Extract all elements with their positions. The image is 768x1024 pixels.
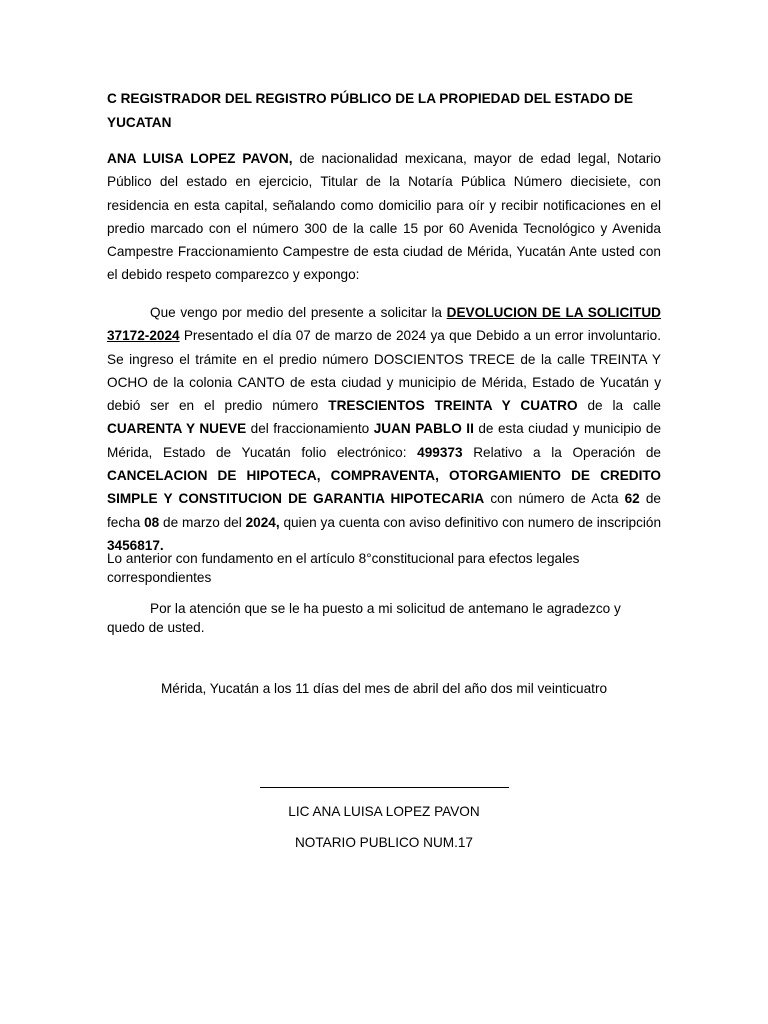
request-text-1: Que vengo por medio del presente a solicitar la bbox=[150, 305, 447, 320]
intro-paragraph bbox=[107, 147, 661, 287]
electronic-folio: 499373 bbox=[417, 444, 463, 460]
intro-text: de nacionalidad mexicana, mayor de edad legal, Notario Público del estado en ejercicio, Titular de la Notaría Pública Número diecisiete, con residencia en esta capital, señalando como domicilio para oír y recibir notificaciones en el predio marcado con el número 300 de la calle 15 por 60 Avenida Tecnológico y Avenida Campestre Fraccionamiento Campestre de esta ciudad de Mérida, Yucatán Ante usted con el debido respeto comparezco y expongo: bbox=[107, 151, 661, 283]
registration-number: 3456817. bbox=[107, 537, 164, 553]
request-text-2: Presentado el día 07 de marzo de 2024 ya que Debido a un error involuntario. Se ingreso el trámite en el predio número DOSCIENTOS TRECE de la calle TREINTA Y OCHO de la colonia CANTO de esta ciudad y municipio de Mérida, Estado de Yucatán y debió ser en el predio número bbox=[107, 328, 661, 414]
notary-name: ANA LUISA LOPEZ PAVON, bbox=[107, 151, 293, 166]
place-date: Mérida, Yucatán a los 11 días del mes de abril del año dos mil veinticuatro bbox=[160, 681, 608, 696]
correct-street: CUARENTA Y NUEVE bbox=[107, 421, 247, 437]
deed-year: 2024, bbox=[245, 514, 280, 530]
operation-type: CANCELACION DE HIPOTECA, COMPRAVENTA, OTORGAMIENTO DE CREDITO SIMPLE Y CONSTITUCION DE GARANTIA HIPOTECARIA bbox=[107, 468, 661, 507]
request-paragraph bbox=[107, 301, 661, 557]
signer-title: NOTARIO PUBLICO NUM.17 bbox=[294, 835, 473, 850]
request-text-10: quien ya cuenta con aviso definitivo con numero de inscripción bbox=[279, 514, 662, 530]
request-text-5: de esta ciudad y municipio de Mérida, Estado de Yucatán folio electrónico: bbox=[107, 421, 662, 460]
request-text-7: con número de Acta bbox=[484, 491, 625, 507]
request-text-9: de marzo del bbox=[159, 514, 246, 530]
correct-lot-number: TRESCIENTOS TREINTA Y CUATRO bbox=[328, 398, 578, 414]
request-text-6: Relativo a la Operación de bbox=[462, 444, 661, 460]
signature-line bbox=[260, 787, 509, 788]
deed-day: 08 bbox=[144, 514, 160, 530]
request-subject: DEVOLUCION DE LA SOLICITUD 37172-2024 bbox=[107, 305, 661, 344]
request-text-8: de fecha bbox=[107, 491, 661, 530]
deed-number: 62 bbox=[624, 491, 640, 507]
legal-basis-paragraph: Lo anterior con fundamento en el artículo 8°constitucional para efectos legales correspondientes bbox=[107, 551, 580, 585]
closing-paragraph: Por la atención que se le ha puesto a mi solicitud de antemano le agradezco y quedo de usted. bbox=[107, 601, 621, 635]
request-text-4: del fraccionamiento bbox=[246, 421, 374, 437]
request-text-3: de la calle bbox=[577, 398, 661, 414]
signer-name: LIC ANA LUISA LOPEZ PAVON bbox=[288, 804, 480, 819]
addressee-heading: C REGISTRADOR DEL REGISTRO PÚBLICO DE LA PROPIEDAD DEL ESTADO DE YUCATAN bbox=[107, 91, 633, 130]
subdivision-name: JUAN PABLO II bbox=[373, 421, 474, 437]
